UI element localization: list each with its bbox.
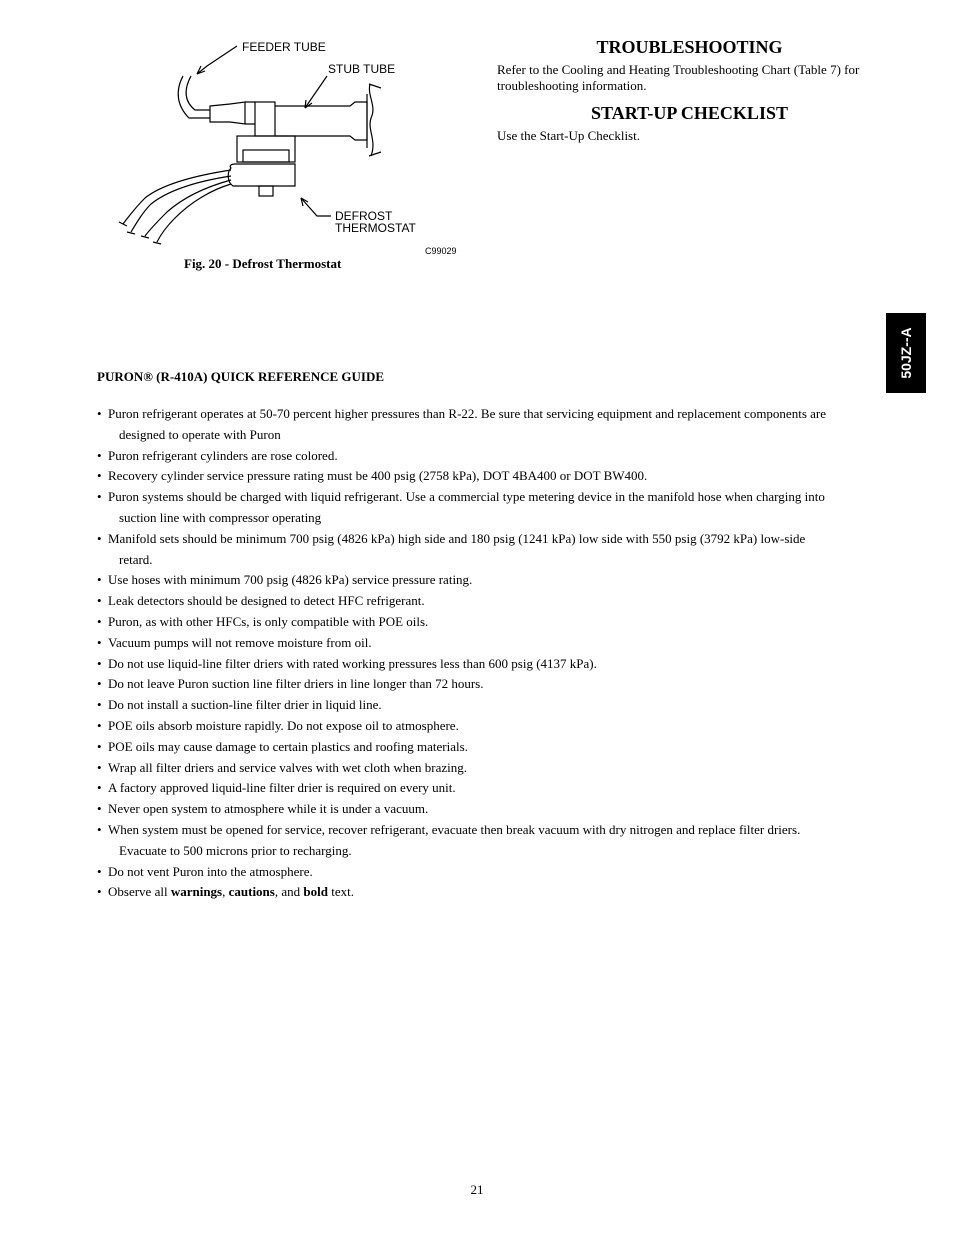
list-item: • A factory approved liquid-line filter drier is required on every unit. <box>97 778 837 799</box>
list-item: • Never open system to atmosphere while it is under a vacuum. <box>97 799 837 820</box>
list-item: • When system must be opened for service, recover refrigerant, evacuate then break vacuum with dry nitrogen and replace filter driers. Evacuate to 500 microns prior to recharging. <box>97 820 837 862</box>
side-tab <box>886 313 926 393</box>
list-item: • Puron refrigerant operates at 50-70 percent higher pressures than R-22. Be sure that servicing equipment and replacement components are designed to operate with Puron <box>97 404 837 446</box>
list-item: • POE oils absorb moisture rapidly. Do not expose oil to atmosphere. <box>97 716 837 737</box>
list-item: • Puron refrigerant cylinders are rose colored. <box>97 446 837 467</box>
list-item: • Vacuum pumps will not remove moisture from oil. <box>97 633 837 654</box>
figure-caption: Fig. 20 - Defrost Thermostat <box>184 256 342 271</box>
feeder-tube-label: FEEDER TUBE <box>242 40 326 54</box>
list-item-observe <box>97 882 837 903</box>
right-column <box>497 36 882 152</box>
observe-warnings: warnings <box>170 884 223 900</box>
guide-list <box>97 404 837 903</box>
list-item: • Puron, as with other HFCs, is only compatible with POE oils. <box>97 612 837 633</box>
troubleshooting-heading: TROUBLESHOOTING <box>596 37 783 57</box>
observe-sep1: , <box>222 884 229 900</box>
troubleshooting-text: Refer to the Cooling and Heating Troubleshooting Chart (Table 7) for troubleshooting information. <box>497 62 860 93</box>
list-item: • Do not leave Puron suction line filter driers in line longer than 72 hours. <box>97 674 837 695</box>
stub-tube-label: STUB TUBE <box>328 62 396 76</box>
list-item: • Puron systems should be charged with liquid refrigerant. Use a commercial type metering device in the manifold hose when charging into suction line with compressor operating <box>97 487 837 529</box>
observe-cautions: cautions <box>228 884 275 900</box>
defrost-thermostat-figure <box>105 36 465 256</box>
list-item: • Recovery cylinder service pressure rating must be 400 psig (2758 kPa), DOT 4BA400 or DOT BW400. <box>97 466 837 487</box>
list-item: • Do not vent Puron into the atmosphere. <box>97 862 837 883</box>
page-number: 21 <box>470 1182 484 1197</box>
list-item: • Do not use liquid-line filter driers with rated working pressures less than 600 psig (4137 kPa). <box>97 654 837 675</box>
figure-code: C99029 <box>425 246 457 256</box>
observe-sep2: , and <box>274 884 304 900</box>
observe-suffix: text. <box>327 884 354 900</box>
startup-heading: START-UP CHECKLIST <box>591 103 788 123</box>
observe-prefix: Observe all <box>108 884 171 900</box>
list-item: • Leak detectors should be designed to detect HFC refrigerant. <box>97 591 837 612</box>
startup-text: Use the Start-Up Checklist. <box>497 128 640 143</box>
list-item: • Wrap all filter driers and service valves with wet cloth when brazing. <box>97 758 837 779</box>
thermostat-label: THERMOSTAT <box>335 221 416 235</box>
list-item: • Do not install a suction-line filter drier in liquid line. <box>97 695 837 716</box>
observe-bold: bold <box>303 884 328 900</box>
side-tab-label: 50JZ--A <box>898 327 914 379</box>
list-item: • POE oils may cause damage to certain plastics and roofing materials. <box>97 737 837 758</box>
list-item: • Use hoses with minimum 700 psig (4826 kPa) service pressure rating. <box>97 570 837 591</box>
list-item: • Manifold sets should be minimum 700 psig (4826 kPa) high side and 180 psig (1241 kPa) low side with 550 psig (3792 kPa) low-side retard. <box>97 529 837 571</box>
guide-title: PURON® (R-410A) QUICK REFERENCE GUIDE <box>97 369 385 384</box>
defrost-label: DEFROST <box>335 209 393 223</box>
